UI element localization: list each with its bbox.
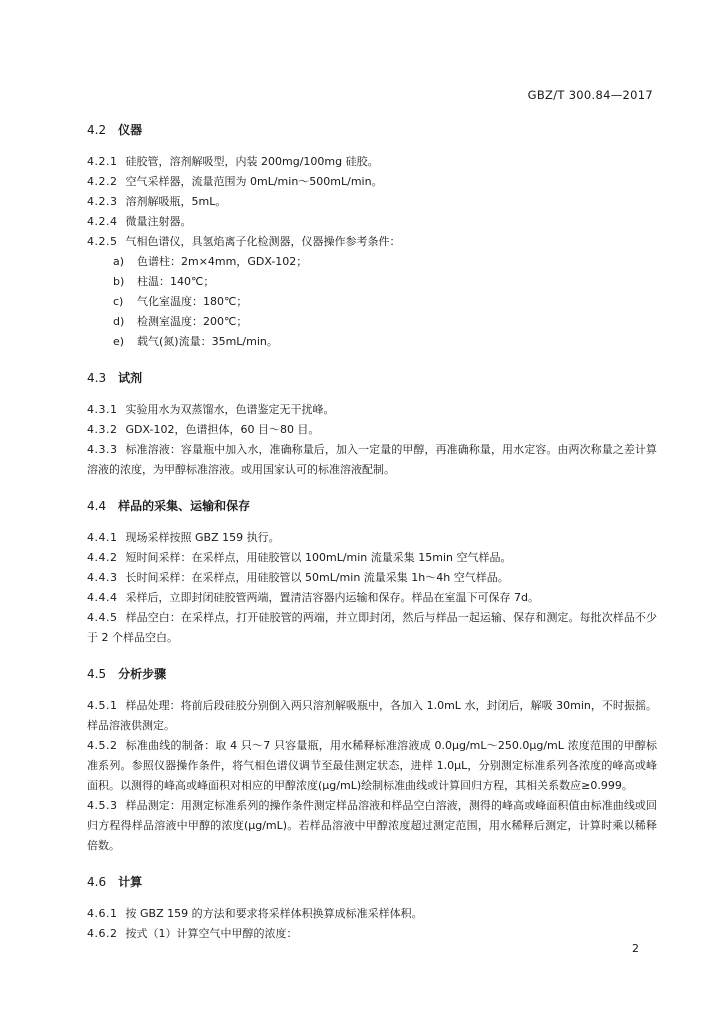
sub-item: e) 载气(氮)流量：35mL/min。: [113, 335, 278, 348]
section-heading: 4.4 样品的采集、运输和保存: [87, 499, 251, 513]
clause: 4.2.4 微量注射器。: [87, 215, 192, 228]
sub-item: b) 柱温：140℃；: [113, 275, 215, 288]
clause: 4.5.1 样品处理：将前后段硅胶分别倒入两只溶剂解吸瓶中，各加入 1.0mL 水，封闭后，解吸 30min，不时振摇。样品溶液供测定。: [87, 699, 657, 732]
clause: 4.4.5 样品空白：在采样点，打开硅胶管的两端，并立即封闭，然后与样品一起运输、保存和测定。每批次样品不少于 2 个样品空白。: [87, 611, 657, 644]
clause: 4.6.1 按 GBZ 159 的方法和要求将采样体积换算成标准采样体积。: [87, 907, 423, 920]
clause: 4.3.1 实验用水为双蒸馏水，色谱鉴定无干扰峰。: [87, 403, 335, 416]
clause: 4.3.2 GDX-102，色谱担体，60 目～80 目。: [87, 423, 320, 436]
sub-item: c) 气化室温度：180℃；: [113, 295, 248, 308]
page-number: 2: [632, 942, 639, 955]
standard-number-header: GBZ/T 300.84—2017: [527, 88, 653, 102]
clause: 4.2.1 硅胶管，溶剂解吸型，内装 200mg/100mg 硅胶。: [87, 155, 379, 168]
clause: 4.2.5 气相色谱仪，具氢焰离子化检测器，仪器操作参考条件：: [87, 235, 401, 248]
clause: 4.6.2 按式（1）计算空气中甲醇的浓度：: [87, 927, 298, 940]
clause: 4.4.1 现场采样按照 GBZ 159 执行。: [87, 531, 280, 544]
sub-item: d) 检测室温度：200℃；: [113, 315, 248, 328]
document-body: [87, 116, 657, 944]
clause: 4.2.3 溶剂解吸瓶，5mL。: [87, 195, 227, 208]
clause: 4.5.3 样品测定：用测定标准系列的操作条件测定样品溶液和样品空白溶液，测得的峰高或峰面积值由标准曲线或回归方程得样品溶液中甲醇的浓度(μg/mL)。若样品溶液中甲醇浓度超过测定范围，用水稀释后测定，计算时乘以稀释倍数。: [87, 799, 657, 852]
clause: 4.2.2 空气采样器，流量范围为 0mL/min～500mL/min。: [87, 175, 383, 188]
clause: 4.4.3 长时间采样：在采样点，用硅胶管以 50mL/min 流量采集 1h～4h 空气样品。: [87, 571, 509, 584]
section-heading: 4.3 试剂: [87, 371, 143, 385]
section-heading: 4.6 计算: [87, 875, 143, 889]
clause: 4.4.4 采样后，立即封闭硅胶管两端，置清洁容器内运输和保存。样品在室温下可保存 7d。: [87, 591, 539, 604]
clause: 4.5.2 标准曲线的制备：取 4 只～7 只容量瓶，用水稀释标准溶液成 0.0μg/mL～250.0μg/mL 浓度范围的甲醇标准系列。参照仪器操作条件，将气相色谱仪调节至最佳测定状态，进样 1.0μL，分别测定标准系列各浓度的峰高或峰面积。以测得的峰高或峰面积对相应的甲醇浓度(μg/mL)绘制标准曲线或计算回归方程，其相关系数应≥0.999。: [87, 739, 657, 792]
clause: 4.4.2 短时间采样：在采样点，用硅胶管以 100mL/min 流量采集 15min 空气样品。: [87, 551, 512, 564]
clause: 4.3.3 标准溶液：容量瓶中加入水，准确称量后，加入一定量的甲醇，再准确称量，用水定容。由两次称量之差计算溶液的浓度，为甲醇标准溶液。或用国家认可的标准溶液配制。: [87, 443, 657, 476]
sub-item: a) 色谱柱：2m×4mm，GDX-102；: [113, 255, 308, 268]
section-heading: 4.2 仪器: [87, 123, 143, 137]
section-heading: 4.5 分析步骤: [87, 667, 167, 681]
